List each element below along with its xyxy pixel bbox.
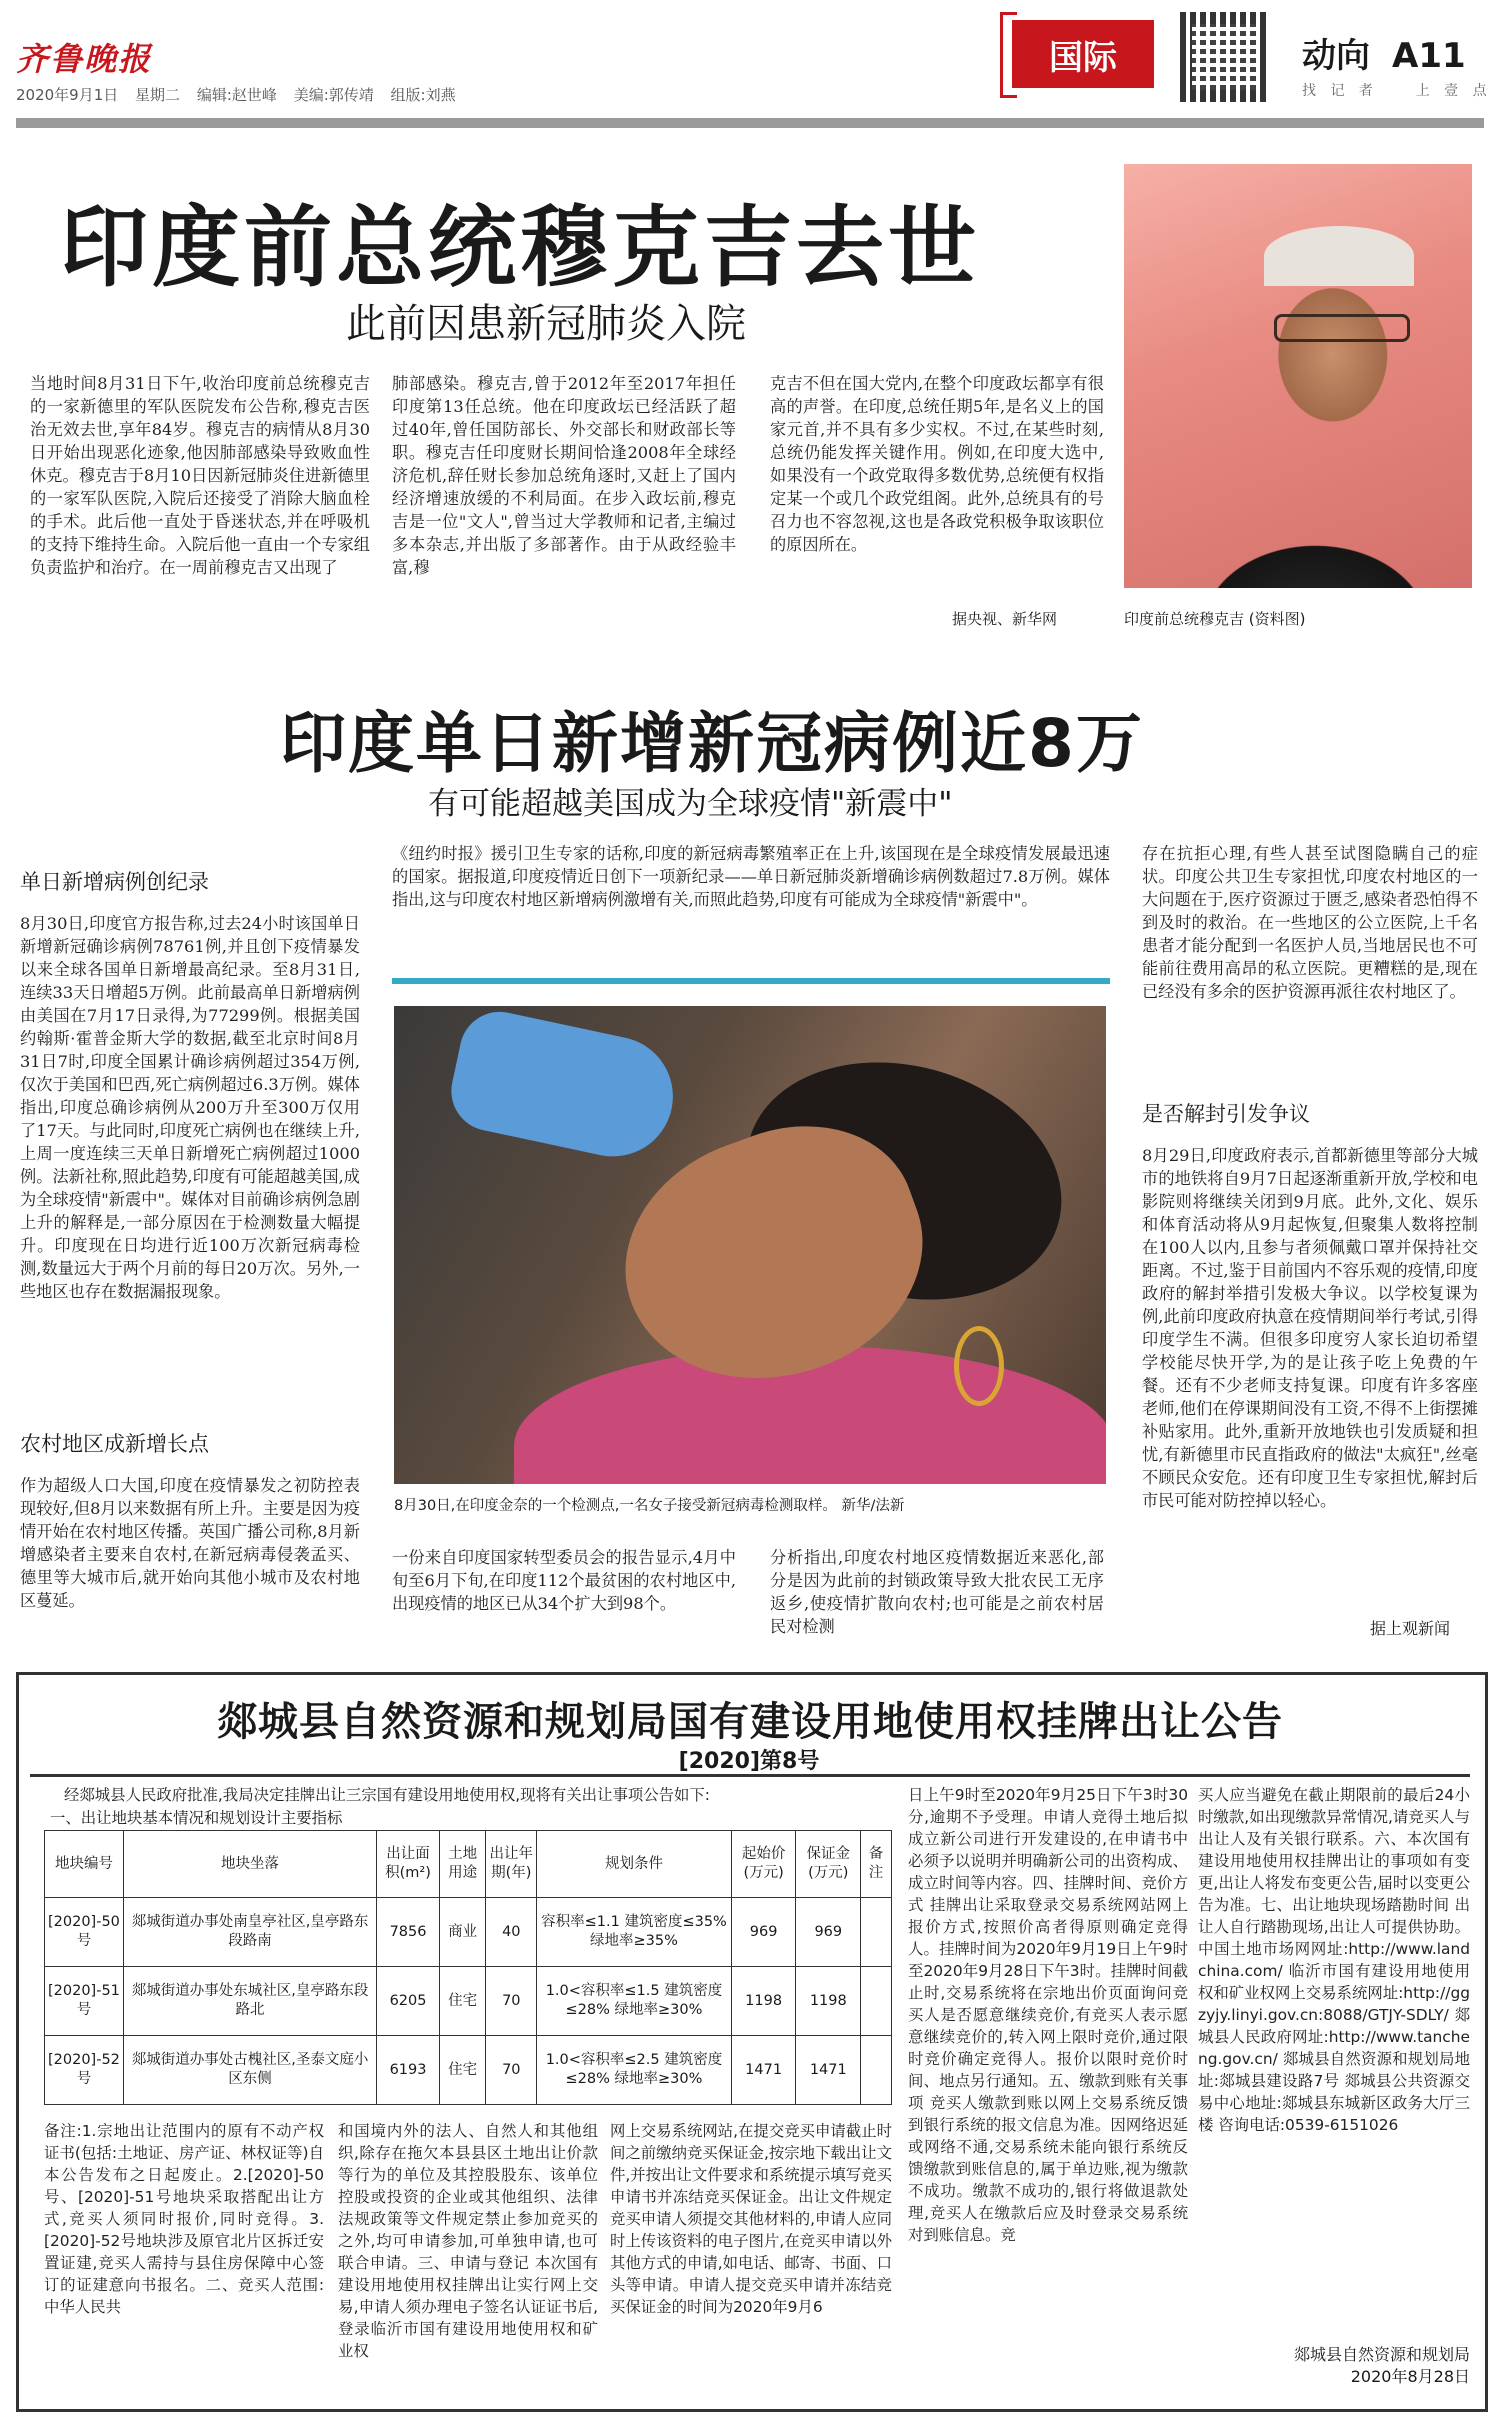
table-row	[45, 2036, 892, 2105]
table-row	[45, 1967, 892, 2036]
story2-left2: 作为超级人口大国,印度在疫情暴发之初防控表现较好,但8月以来数据有所上升。主要是因为疫情开始在农村地区传播。英国广播公司称,8月新增感染者主要来自农村,在新冠病毒侵袭孟买、德里等大城市后,就开始向其他小城市及农村地区蔓延。	[20, 1476, 360, 1610]
story2-section-a: 单日新增病例创纪录	[20, 870, 209, 894]
notice-signoff	[1198, 2344, 1470, 2388]
story1-col3: 克吉不但在国大党内,在整个印度政坛都享有很高的声誉。在印度,总统任期5年,是名义上的国家元首,并不具有多少实权。不过,在某些时刻,总统仍能发挥关键作用。例如,在印度大选中,如果没有一个政党取得多数优势,总统便有权指定某一个或几个政党组阁。此外,总统具有的号召力也不容忽视,这也是各政党积极争取该职位的原因所在。	[770, 374, 1104, 554]
story2-mid-top: 《纽约时报》援引卫生专家的话称,印度的新冠病毒繁殖率正在上升,该国现在是全球疫情发展最迅速的国家。据报道,印度疫情近日创下一项新纪录——单日新冠肺炎新增确诊病例数超过7.8万例。媒体指出,这与印度农村地区新增病例激增有关,而照此趋势,印度有可能成为全球疫情"新震中"。	[392, 844, 1110, 909]
column-name: 动向	[1302, 36, 1370, 76]
cell-use: 住宅	[439, 1967, 486, 2036]
th-use: 土地用途	[439, 1831, 486, 1898]
table-row	[45, 1898, 892, 1967]
page-number: A11	[1392, 36, 1466, 76]
top-edition-label: 上 壹 点	[1415, 83, 1492, 99]
notice-mid: 日上午9时至2020年9月25日下午3时30分,逾期不予受理。申请人竞得土地后拟成立新公司进行开发建设的,在申请书中必须予以说明并明确新公司的出资构成、成立时间等内容。四、挂牌时间、竞价方式 挂牌出让采取登录交易系统网站网上报价方式,按照价高者得原则确定竞得人。挂牌时间为2020年9月19日上午9时至2020年9月28日下午3时。挂牌时间截止时,交易系统将在宗地出价页面询问竞买人是否愿意继续竞价,有竞买人表示愿意继续竞价的,转入网上限时竞价,通过限时竞价确定竞得人。报价以限时竞价时间、地点另行通知。五、缴款到账有关事项 竞买人缴款到账以网上交易系统反馈到银行系统的报文信息为准。因网络迟延或网络不通,交易系统未能向银行系统反馈缴款到账信息的,属于单边账,视为缴款不成功。缴款不成功的,银行将做退款处理,竞买人在缴款后应及时登录交易系统对到账信息。竞	[908, 1786, 1188, 2244]
cell-note	[861, 2036, 892, 2105]
issue-date: 2020年9月1日	[16, 86, 119, 104]
cell-conditions: 1.0<容积率≤1.5 建筑密度≤28% 绿地率≥30%	[537, 1967, 732, 2036]
story1-col2: 肺部感染。穆克吉,曾于2012年至2017年担任印度第13任总统。他在印度政坛已经活跃了超过40年,曾任国防部长、外交部长和财政部长等职。穆克吉任印度财长期间恰逢2008年全球经济危机,辞任财长参加总统角逐时,又赶上了国内经济增速放缓的不利局面。在步入政坛前,穆克吉是一位"文人",曾当过大学教师和记者,主编过多本杂志,并出版了多部著作。由于从政经验丰富,穆	[392, 374, 736, 577]
story2-mid-a: 一份来自印度国家转型委员会的报告显示,4月中旬至6月下旬,在印度112个最贫困的农村地区中,出现疫情的地区已从34个扩大到98个。	[392, 1548, 736, 1613]
cell-start-price: 1198	[731, 1967, 796, 2036]
designer-credit: 美编:郭传靖	[293, 86, 374, 104]
cell-start-price: 969	[731, 1898, 796, 1967]
notice-number: [2020]第8号	[678, 1749, 820, 1774]
story1-subhead: 此前因患新冠肺炎入院	[346, 301, 746, 347]
th-id: 地块编号	[45, 1831, 124, 1898]
notice-right: 买人应当避免在截止期限前的最后24小时缴款,如出现缴款异常情况,请竞买人与出让人及有关银行联系。六、本次国有建设用地使用权挂牌出让的事项如有变更,出让人将发布变更公告,届时以变更公告为准。七、出让地块现场踏勘时间 出让人自行踏勘现场,出让人可提供协助。中国土地市场网网址:http://www.landchina.com/ 临沂市国有建设用地使用权和矿业权网上交易系统网址:http://ggzyjy.linyi.gov.cn:8088/GTJY-SDLY/ 郯城县人民政府网址:http://www.tancheng.gov.cn/ 郯城县自然资源和规划局地址:郯城县建设路7号 郯城县公共资源交易中心地址:郯城县东城新区政务大厅三楼 咨询电话:0539-6151026	[1198, 1786, 1470, 2134]
cell-deposit: 1198	[796, 1967, 861, 2036]
cell-deposit: 1471	[796, 2036, 861, 2105]
land-table-header	[45, 1831, 892, 1898]
notice-left-b: 和国境内外的法人、自然人和其他组织,除存在拖欠本县县区土地出让价款等行为的单位及其控股股东、该单位控股或投资的企业或其他组织、法律法规政策等文件规定禁止参加竞买的之外,均可申请参加,可单独申请,也可联合申请。三、申请与登记 本次国有建设用地使用权挂牌出让实行网上交易,申请人须办理电子签名认证证书后,登录临沂市国有建设用地使用权和矿业权	[338, 2122, 598, 2360]
editor-credit: 编辑:赵世峰	[196, 86, 277, 104]
qr-code-icon[interactable]	[1180, 12, 1270, 102]
th-conditions: 规划条件	[537, 1831, 732, 1898]
story2-section-c: 是否解封引发争议	[1142, 1102, 1310, 1126]
cell-note	[861, 1898, 892, 1967]
cell-start-price: 1471	[731, 2036, 796, 2105]
cell-term: 40	[486, 1898, 537, 1967]
cell-area: 7856	[377, 1898, 440, 1967]
story2-right1: 存在抗拒心理,有些人甚至试图隐瞒自己的症状。印度公共卫生专家担忧,印度农村地区的一大问题在于,医疗资源过于匮乏,感染者恐怕得不到及时的救治。在一些地区的公立医院,上千名患者才能分配到一名医护人员,当地居民也不可能前往费用高昂的私立医院。更糟糕的是,现在已经没有多余的医护资源再派往农村地区了。	[1142, 844, 1478, 1001]
land-table	[44, 1830, 892, 2105]
notice-rule	[30, 1774, 1470, 1777]
cell-id: [2020]-50号	[45, 1898, 124, 1967]
th-area: 出让面积(m²)	[377, 1831, 440, 1898]
story2-headline: 印度单日新增新冠病例近8万	[280, 705, 1144, 782]
cell-id: [2020]-51号	[45, 1967, 124, 2036]
story2-photo-caption: 8月30日,在印度金奈的一个检测点,一名女子接受新冠病毒检测取样。 新华/法新	[394, 1498, 905, 1514]
masthead-meta	[16, 84, 468, 105]
notice-left-a: 备注:1.宗地出让范围内的原有不动产权证书(包括:土地证、房产证、林权证等)自本公告发布之日起废止。2.[2020]-50号、[2020]-51号地块采取搭配出让方式,竞买人须同时报价,同时竞得。3.[2020]-52号地块涉及原官北片区拆迁安置证建,竞买人需持与县住房保障中心签订的证建意向书报名。二、竞买人范围:中华人民共	[44, 2122, 324, 2316]
section-tag: 国际	[1012, 20, 1154, 88]
top-rule	[16, 118, 1484, 128]
mukherjee-photo	[1124, 164, 1472, 588]
signoff-org: 郯城县自然资源和规划局	[1293, 2345, 1470, 2364]
cell-area: 6193	[377, 2036, 440, 2105]
cell-conditions: 容积率≤1.1 建筑密度≤35% 绿地率≥35%	[537, 1898, 732, 1967]
th-location: 地块坐落	[123, 1831, 376, 1898]
issue-weekday: 星期二	[135, 86, 181, 104]
story2-mid-b: 分析指出,印度农村地区疫情数据近来恶化,部分是因为此前的封锁政策导致大批农民工无序返乡,使疫情扩散向农村;也可能是之前农村居民对检测	[770, 1548, 1104, 1636]
story1-headline: 印度前总统穆克吉去世	[60, 196, 981, 299]
story1-photo-caption: 印度前总统穆克吉 (资料图)	[1124, 610, 1306, 628]
story2-subhead: 有可能超越美国成为全球疫情"新震中"	[428, 786, 953, 822]
cell-id: [2020]-52号	[45, 2036, 124, 2105]
signoff-date: 2020年8月28日	[1350, 2367, 1470, 2386]
story1-credit: 据央视、新华网	[952, 610, 1058, 628]
notice-intro: 经郯城县人民政府批准,我局决定挂牌出让三宗国有建设用地使用权,现将有关出让事项公告如下:	[64, 1786, 710, 1804]
th-term: 出让年期(年)	[486, 1831, 537, 1898]
th-note: 备注	[861, 1831, 892, 1898]
cell-use: 住宅	[439, 2036, 486, 2105]
story2-left1: 8月30日,印度官方报告称,过去24小时该国单日新增新冠确诊病例78761例,并且创下疫情暴发以来全球各国单日新增最高纪录。至8月31日,连续33天日增超5万例。此前最高单日新增病例由美国在7月17日录得,为77299例。根据美国约翰斯·霍普金斯大学的数据,截至北京时间8月31日7时,印度全国累计确诊病例超过354万例,仅次于美国和巴西,死亡病例超过6.3万例。媒体指出,印度总确诊病例从200万升至300万仅用了17天。与此同时,印度死亡病例也在继续上升,上周一度连续三天单日新增死亡病例超过1000例。法新社称,照此趋势,印度有可能超越美国,成为全球疫情"新震中"。媒体对目前确诊病例急剧上升的解释是,一部分原因在于检测数量大幅提升。印度现在日均进行近100万次新冠病毒检测,数量远大于两个月前的每日20万次。另外,一些地区也存在数据漏报现象。	[20, 914, 360, 1301]
story1-col1: 当地时间8月31日下午,收治印度前总统穆克吉的一家新德里的军队医院发布公告称,穆克吉医治无效去世,享年84岁。穆克吉的病情从8月30日开始出现恶化迹象,他因肺部感染导致败血性休克。穆克吉于8月10日因新冠肺炎住进新德里的一家军队医院,入院后还接受了消除大脑血栓的手术。此后他一直处于昏迷状态,并在呼吸机的支持下维持生命。入院后他一直由一个专家组负责监护和治疗。在一周前穆克吉又出现了	[30, 374, 370, 577]
th-start-price: 起始价(万元)	[731, 1831, 796, 1898]
reporter-label: 找 记 者	[1302, 83, 1378, 99]
notice-left-c: 网上交易系统网站,在提交竞买申请截止时间之前缴纳竞买保证金,按宗地下载出让文件,并按出让文件要求和系统提示填写竞买申请书并冻结竞买保证金。出让文件规定竞买申请人须提交其他材料的,申请人应同时上传该资料的电子图片,在竞买申请以外其他方式的申请,如电话、邮寄、书面、口头等申请。申请人提交竞买申请并冻结竞买保证金的时间为2020年9月6	[610, 2122, 892, 2316]
cell-location: 郯城街道办事处南皇亭社区,皇亭路东段路南	[123, 1898, 376, 1967]
cell-term: 70	[486, 2036, 537, 2105]
cell-deposit: 969	[796, 1898, 861, 1967]
layout-credit: 组版:刘燕	[390, 86, 456, 104]
story2-section-b: 农村地区成新增长点	[20, 1432, 209, 1456]
covid-test-photo	[394, 1006, 1106, 1484]
notice-section1: 一、出让地块基本情况和规划设计主要指标	[50, 1809, 343, 1827]
page-label	[1302, 28, 1466, 77]
page-sub	[1302, 80, 1492, 100]
newspaper-logo: 齐鲁晚报	[16, 40, 153, 78]
notice-title: 郯城县自然资源和规划局国有建设用地使用权挂牌出让公告	[217, 1699, 1283, 1745]
cell-location: 郯城街道办事处东城社区,皇亭路东段路北	[123, 1967, 376, 2036]
cell-area: 6205	[377, 1967, 440, 2036]
cell-location: 郯城街道办事处古槐社区,圣泰文庭小区东侧	[123, 2036, 376, 2105]
cell-term: 70	[486, 1967, 537, 2036]
cell-conditions: 1.0<容积率≤2.5 建筑密度≤28% 绿地率≥30%	[537, 2036, 732, 2105]
cyan-rule	[392, 978, 1110, 984]
story2-right2: 8月29日,印度政府表示,首都新德里等部分大城市的地铁将自9月7日起逐渐重新开放,学校和电影院则将继续关闭到9月底。此外,文化、娱乐和体育活动将从9月起恢复,但聚集人数将控制在100人以内,且参与者须佩戴口罩并保持社交距离。不过,鉴于目前国内不容乐观的疫情,印度政府的解封举措引发极大争议。以学校复课为例,此前印度政府执意在疫情期间举行考试,引得印度学生不满。但很多印度穷人家长迫切希望学校能尽快开学,为的是让孩子吃上免费的午餐。还有不少老师支持复课。印度有许多客座老师,他们在停课期间没有工资,不得不上街摆摊补贴家用。此外,重新开放地铁也引发质疑和担忧,有新德里市民直指政府的做法"太疯狂",丝毫不顾民众安危。还有印度卫生专家担忧,解封后市民可能对防控掉以轻心。	[1142, 1146, 1478, 1510]
story2-credit: 据上观新闻	[1370, 1619, 1451, 1638]
cell-note	[861, 1967, 892, 2036]
cell-use: 商业	[439, 1898, 486, 1967]
th-deposit: 保证金(万元)	[796, 1831, 861, 1898]
